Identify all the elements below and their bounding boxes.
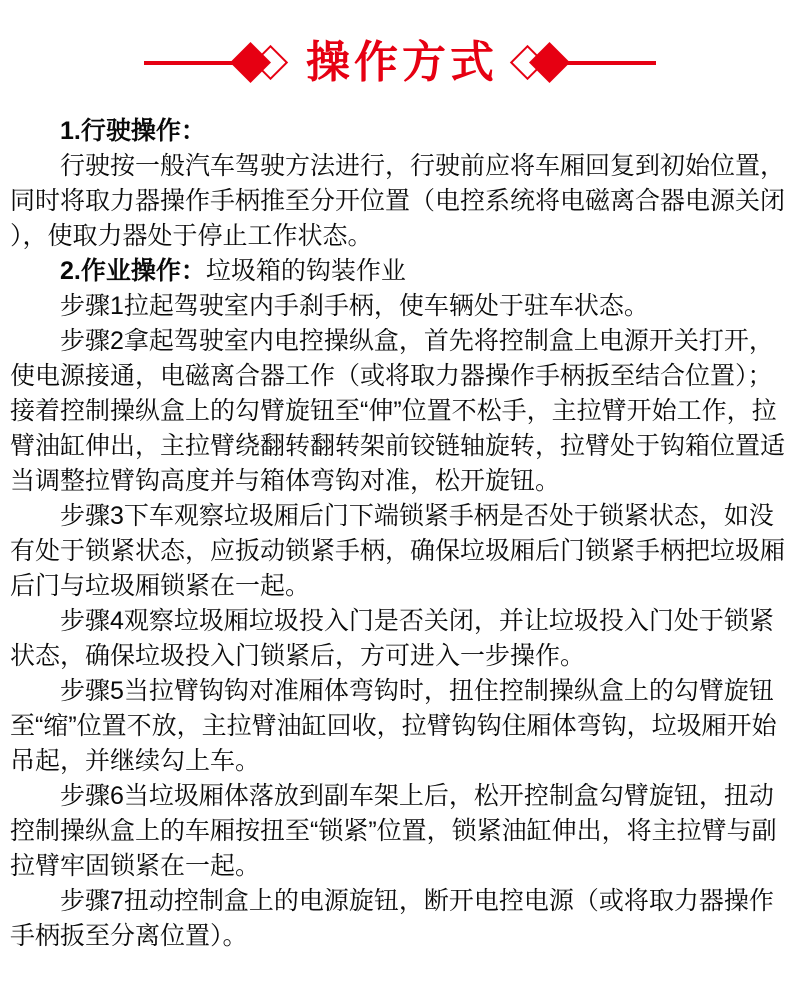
step-3-paragraph: 步骤3下车观察垃圾厢后门下端锁紧手柄是否处于锁紧状态，如没有处于锁紧状态，应扳动锁紧手柄，确保垃圾厢后门锁紧手柄把垃圾厢后门与垃圾厢锁紧在一起。 [10, 502, 786, 600]
step-6-paragraph: 步骤6当垃圾厢体落放到副车架上后，松开控制盒勾臂旋钮，扭动控制操纵盒上的车厢按扭至“锁紧”位置，锁紧油缸伸出，将主拉臂与副拉臂牢固锁紧在一起。 [10, 782, 777, 880]
section-2-heading-suffix: 垃圾箱的钩装作业 [205, 257, 406, 285]
diamond-filled-icon [230, 42, 271, 83]
section-header [0, 0, 800, 90]
step-5-paragraph: 步骤5当拉臂钩钩对准厢体弯钩时，扭住控制操纵盒上的勾臂旋钮至“缩”位置不放，主拉臂油缸回收，拉臂钩钩住厢体弯钩，垃圾厢开始吊起，并继续勾上车。 [10, 677, 777, 775]
section-1-heading-text: 1.行驶操作： [60, 117, 206, 145]
section-1-paragraph: 行驶按一般汽车驾驶方法进行，行驶前应将车厢回复到初始位置，同时将取力器操作手柄推至分开位置（电控系统将电磁离合器电源关闭），使取力器处于停止工作状态。 [10, 152, 786, 250]
step-7-paragraph: 步骤7扭动控制盒上的电源旋钮，断开电控电源（或将取力器操作手柄扳至分离位置）。 [10, 887, 774, 950]
diamond-decor-right [510, 39, 566, 87]
diamond-filled-icon [529, 42, 570, 83]
section-2-heading-text: 2.作业操作： [60, 257, 206, 285]
section-1-heading [10, 114, 790, 149]
step-2-paragraph: 步骤2拿起驾驶室内电控操纵盒，首先将控制盒上电源开关打开，使电源接通，电磁离合器工作（或将取力器操作手柄扳至结合位置）；接着控制操纵盒上的勾臂旋钮至“伸”位置不松手，主拉臂开始工作，拉臂油缸伸出，主拉臂绕翻转翻转架前铰链轴旋转，拉臂处于钩箱位置适当调整拉臂钩高度并与箱体弯钩对准，松开旋钮。 [10, 327, 786, 495]
section-2-heading [10, 254, 790, 289]
step-1-paragraph: 步骤1拉起驾驶室内手刹手柄，使车辆处于驻车状态。 [60, 292, 649, 320]
instructions-content [0, 114, 800, 954]
step-4-paragraph: 步骤4观察垃圾厢垃圾投入门是否关闭，并让垃圾投入门处于锁紧状态，确保垃圾投入门锁紧后，方可进入一步操作。 [10, 607, 774, 670]
page-title: 操作方式 [306, 38, 498, 87]
diamond-decor-left [234, 39, 290, 87]
